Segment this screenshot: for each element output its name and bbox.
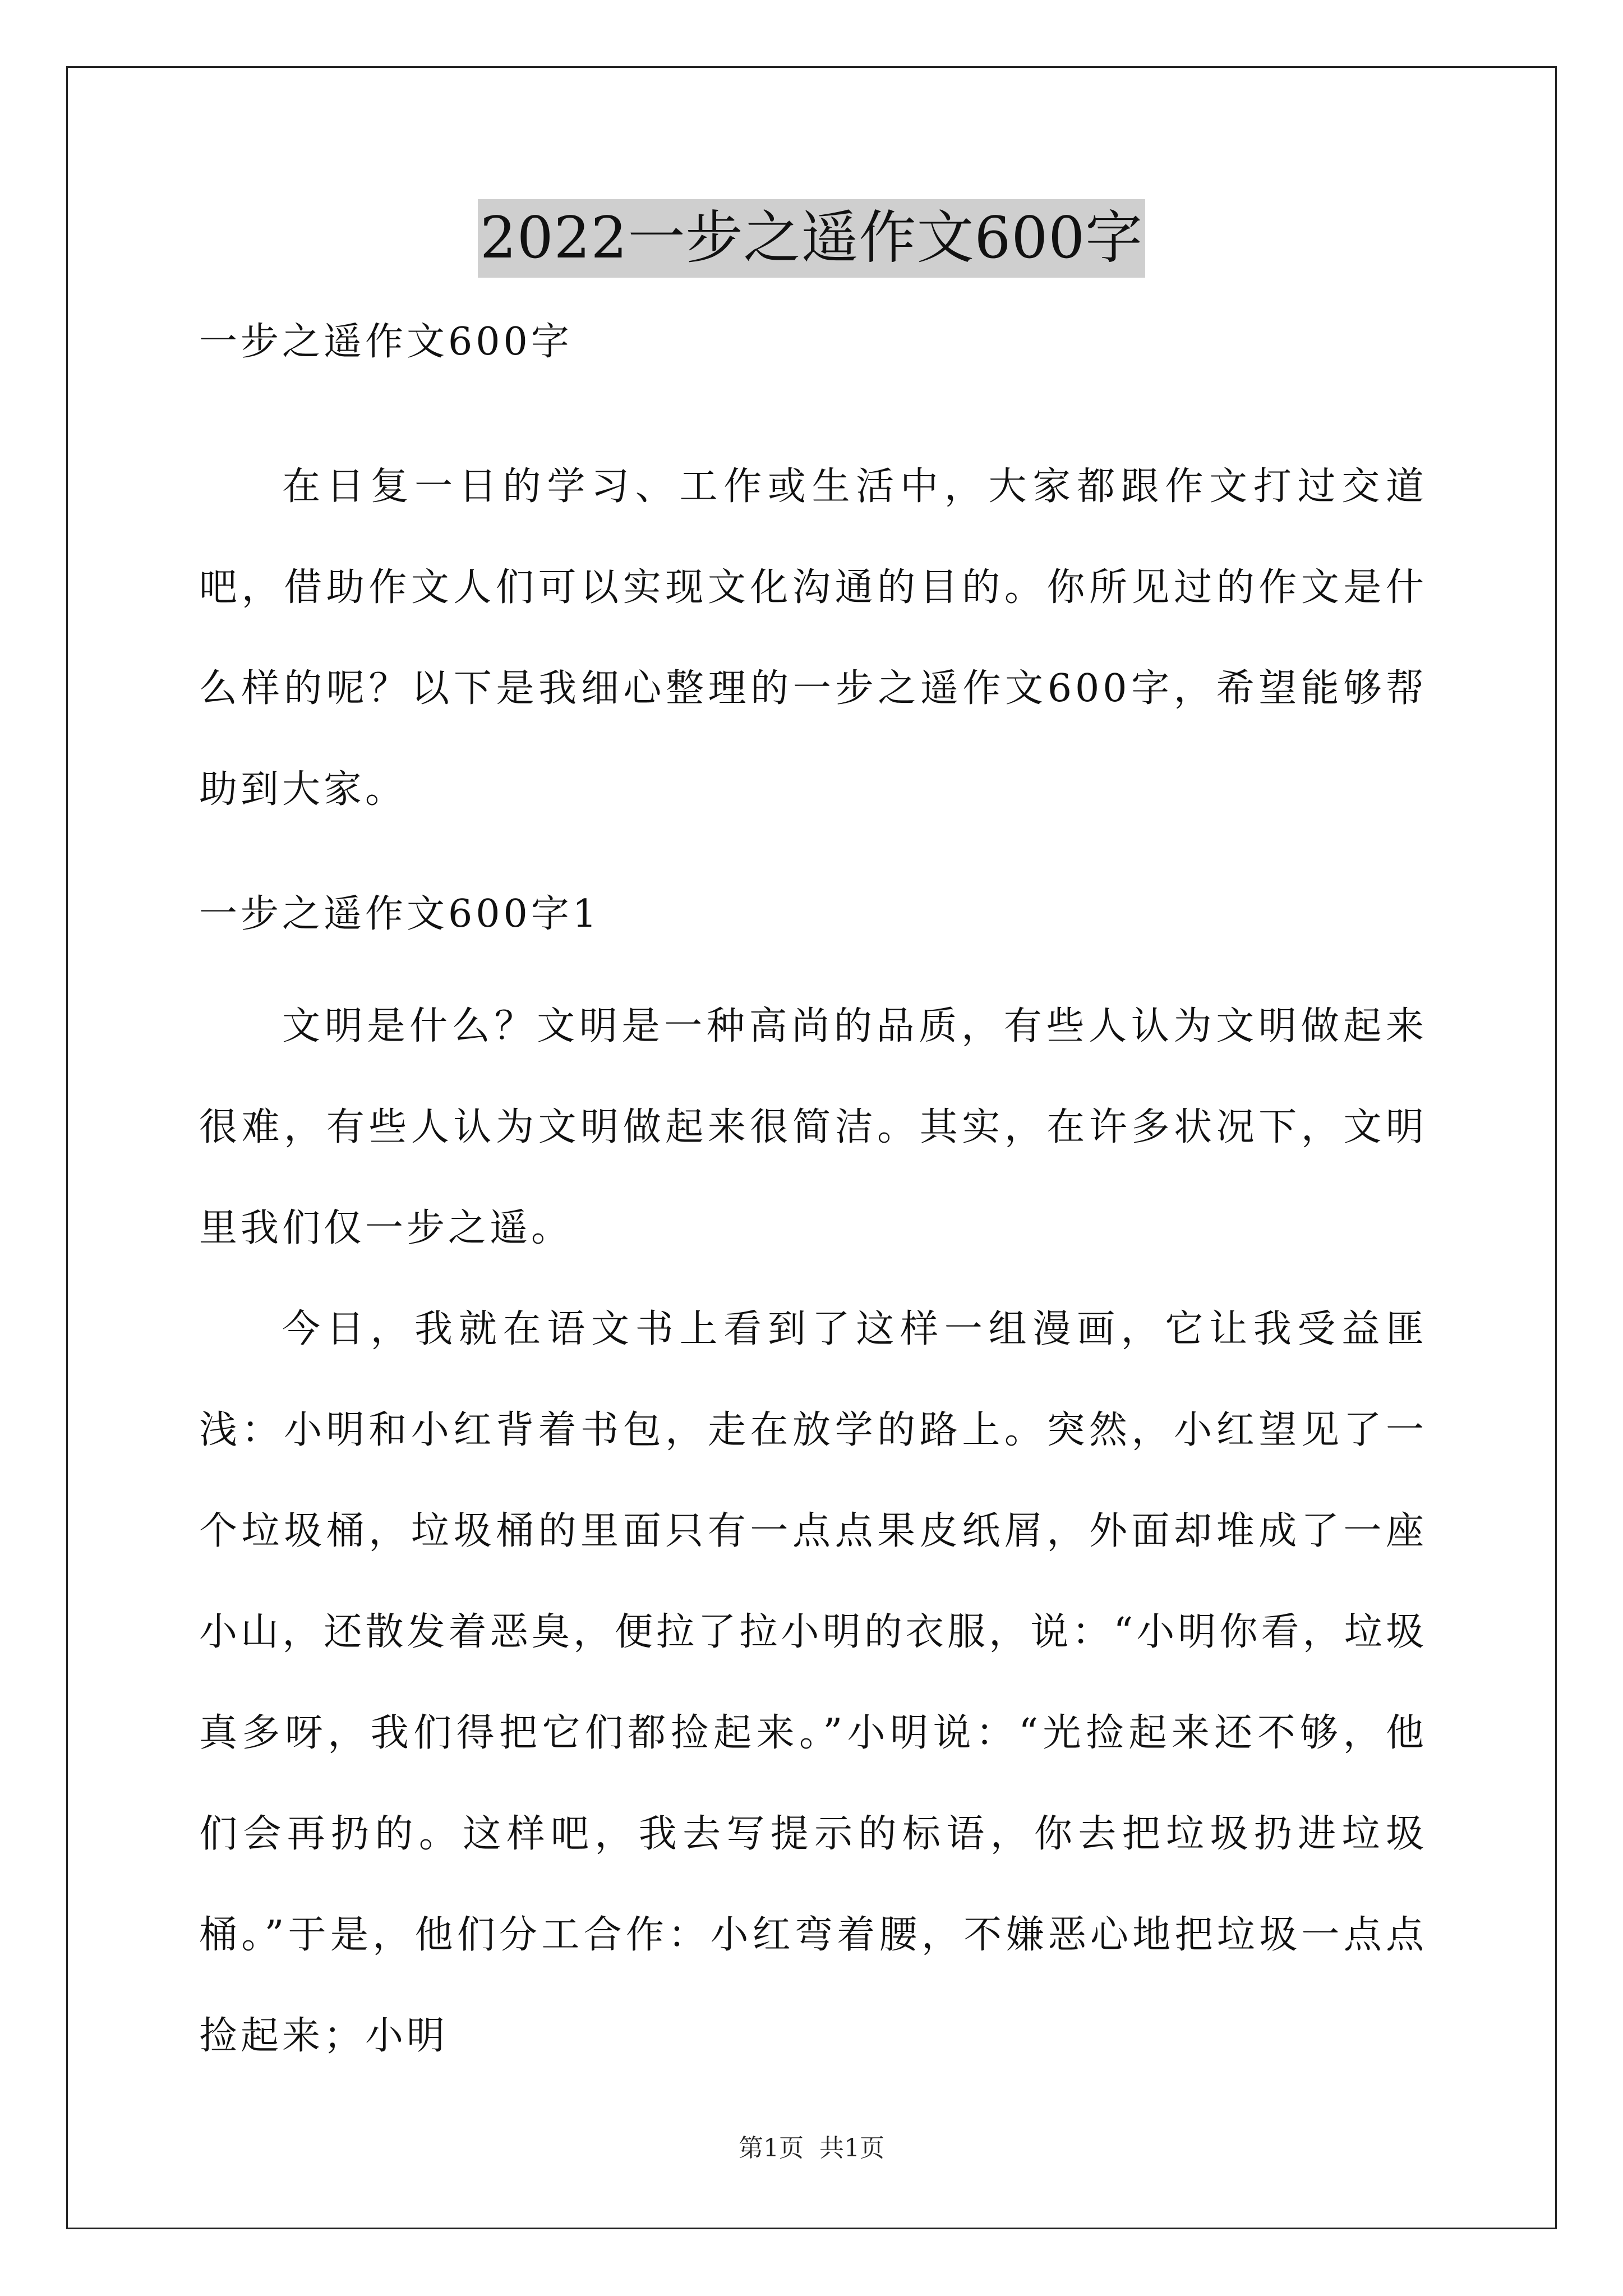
section-paragraph-2: 今日，我就在语文书上看到了这样一组漫画，它让我受益匪浅：小明和小红背着书包，走在放学的路上。突然，小红望见了一个垃圾桶，垃圾桶的里面只有一点点果皮纸屑，外面却堆成了一座小山，还散发着恶臭，便拉了拉小明的衣服，说：“小明你看，垃圾真多呀，我们得把它们都捡起来。”小明说：“光捡起来还不够，他们会再扔的。这样吧，我去写提示的标语，你去把垃圾扔进垃圾桶。”于是，他们分工合作：小红弯着腰，不嫌恶心地把垃圾一点点捡起来；小明 xyxy=(199,1307,1427,2058)
page-total-label: 共1页 xyxy=(819,2134,884,2162)
page-footer xyxy=(0,2132,1623,2165)
title-container xyxy=(0,199,1623,278)
intro-heading: 一步之遥作文600字 xyxy=(199,320,573,364)
document-title: 2022一步之遥作文600字 xyxy=(478,199,1145,278)
intro-paragraph: 在日复一日的学习、工作或生活中，大家都跟作文打过交道吧，借助作文人们可以实现文化沟通的目的。你所见过的作文是什么样的呢？以下是我细心整理的一步之遥作文600字，希望能够帮助到大家。 xyxy=(199,464,1427,812)
section-paragraph-1: 文明是什么？文明是一种高尚的品质，有些人认为文明做起来很难，有些人认为文明做起来很简洁。其实，在许多状况下，文明里我们仅一步之遥。 xyxy=(199,1004,1427,1250)
page-current-label: 第1页 xyxy=(739,2134,804,2162)
section-heading: 一步之遥作文600字1 xyxy=(199,892,601,936)
